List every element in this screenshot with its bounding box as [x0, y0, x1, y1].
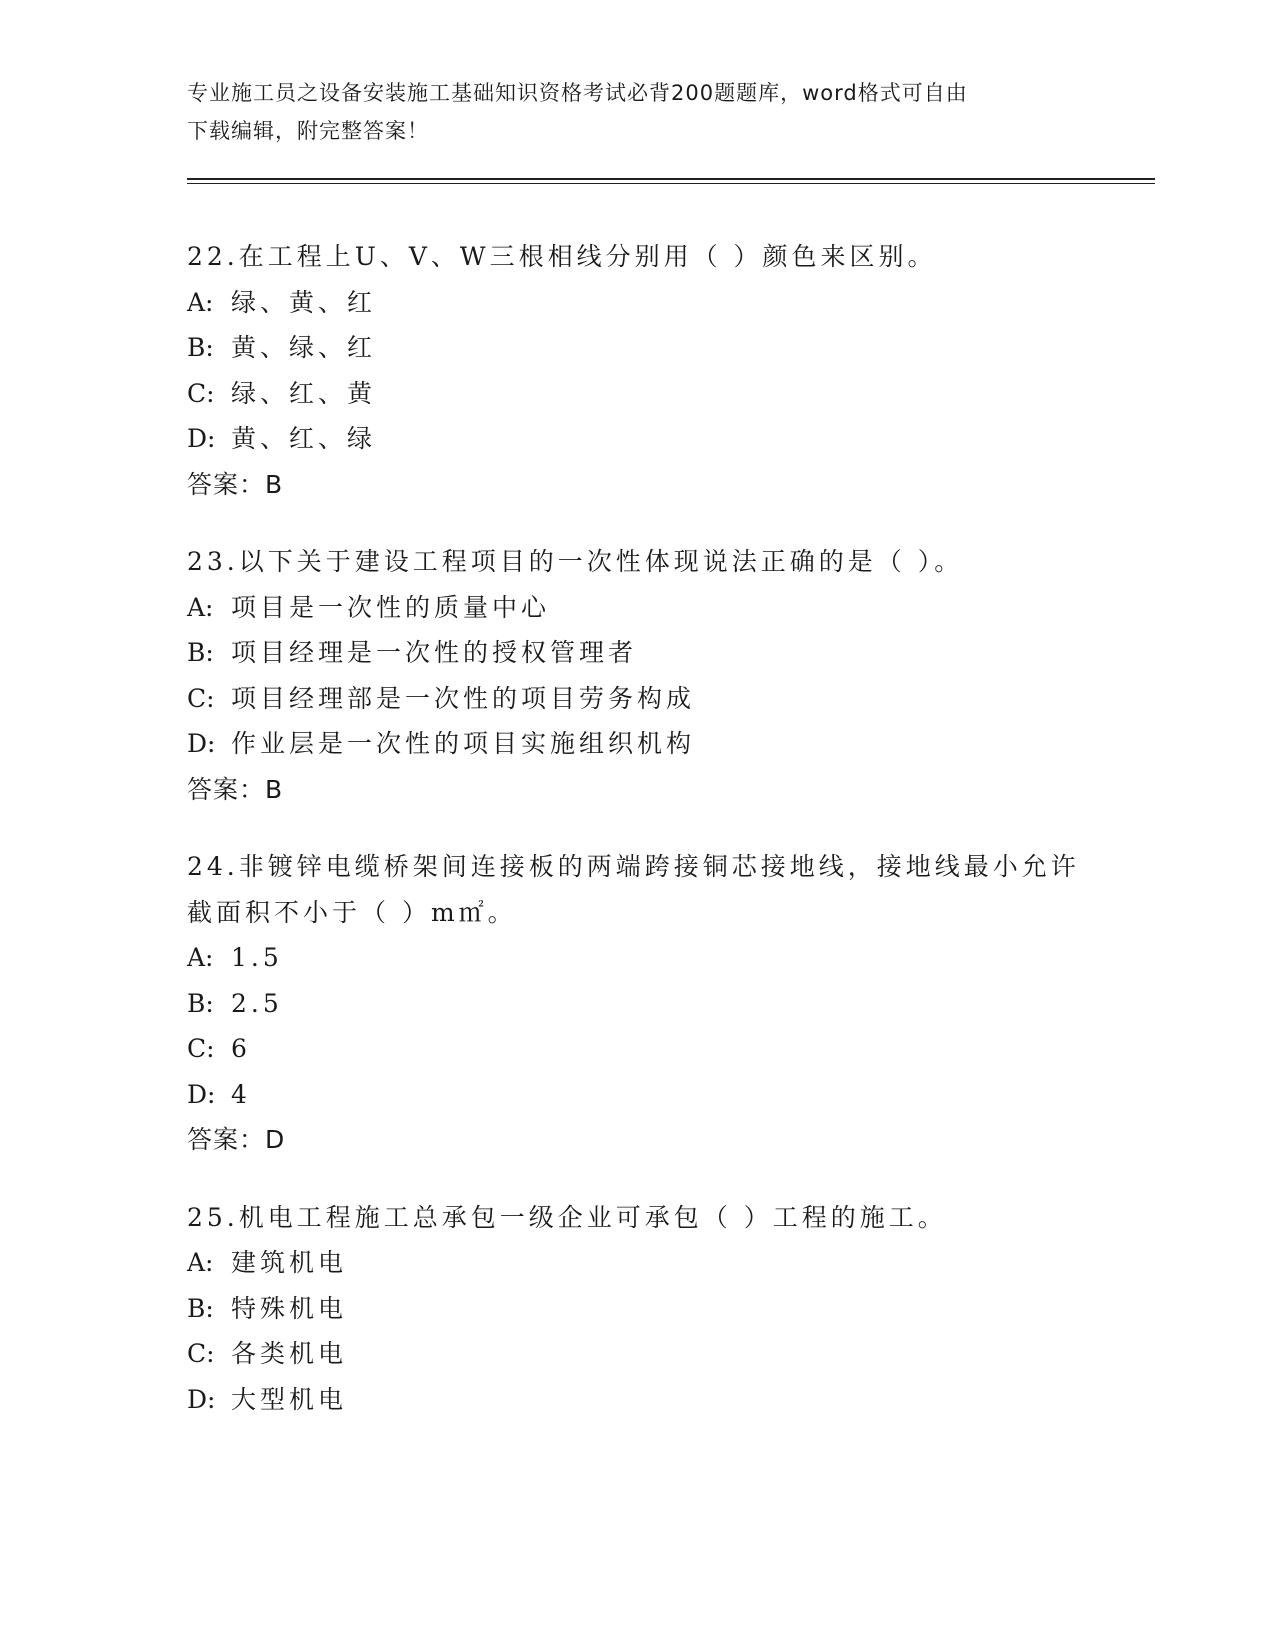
option-text: 各类机电 [231, 1339, 348, 1368]
header-divider-top [187, 178, 1155, 180]
option-d [187, 721, 1117, 767]
question-25 [187, 1195, 1117, 1423]
option-text: 建筑机电 [231, 1248, 348, 1277]
option-key: D: [187, 729, 216, 758]
question-stem: 22.在工程上U、V、W三根相线分别用（ ）颜色来区别。 [187, 242, 937, 271]
option-key: B: [187, 638, 214, 667]
header-divider-bottom [187, 183, 1155, 184]
option-text: 项目是一次性的质量中心 [231, 592, 551, 622]
option-text: 特殊机电 [231, 1293, 348, 1323]
option-key: B: [187, 333, 214, 362]
option-b [187, 630, 1117, 676]
option-text: 2.5 [231, 988, 283, 1018]
option-b [187, 981, 1117, 1027]
option-d [187, 1377, 1117, 1423]
option-text: 绿、红、黄 [231, 378, 377, 408]
option-d [187, 416, 1117, 462]
option-c [187, 676, 1117, 722]
option-text: 4 [231, 1079, 251, 1109]
option-key: A: [187, 592, 214, 622]
option-key: C: [187, 1339, 215, 1368]
question-23 [187, 539, 1117, 812]
option-key: D: [187, 1079, 216, 1109]
option-a [187, 585, 1117, 631]
header-line-2: 下载编辑，附完整答案！ [187, 119, 429, 143]
option-text: 6 [231, 1034, 251, 1063]
option-a [187, 1240, 1117, 1286]
option-a [187, 280, 1117, 326]
answer-line: 答案：B [187, 774, 284, 804]
option-key: A: [187, 943, 214, 972]
option-text: 绿、黄、红 [231, 287, 377, 317]
answer-line: 答案：B [187, 469, 284, 499]
option-key: A: [187, 1248, 214, 1277]
question-22 [187, 234, 1117, 507]
question-stem: 25.机电工程施工总承包一级企业可承包（ ）工程的施工。 [187, 1202, 947, 1232]
option-d [187, 1072, 1117, 1118]
option-key: A: [187, 287, 214, 317]
option-text: 黄、红、绿 [231, 424, 377, 453]
document-header [187, 74, 1087, 150]
option-text: 作业层是一次性的项目实施组织机构 [231, 729, 696, 758]
option-text: 大型机电 [231, 1384, 348, 1414]
option-key: C: [187, 1034, 215, 1063]
option-b [187, 325, 1117, 371]
question-list [187, 234, 1117, 1454]
option-text: 黄、绿、红 [231, 333, 377, 362]
question-stem: 24.非镀锌电缆桥架间连接板的两端跨接铜芯接地线，接地线最小允许 [187, 852, 1080, 881]
option-text: 项目经理是一次性的授权管理者 [231, 638, 638, 667]
option-c [187, 371, 1117, 417]
question-stem-continued: 截面积不小于（ ）m㎡。 [187, 897, 517, 927]
option-b [187, 1286, 1117, 1332]
option-c [187, 1331, 1117, 1377]
question-stem: 23.以下关于建设工程项目的一次性体现说法正确的是（ ）。 [187, 547, 964, 576]
option-a [187, 935, 1117, 981]
option-key: B: [187, 988, 214, 1018]
option-key: D: [187, 1384, 216, 1414]
option-text: 1.5 [231, 943, 283, 972]
option-text: 项目经理部是一次性的项目劳务构成 [231, 683, 696, 713]
option-key: B: [187, 1293, 214, 1323]
answer-line: 答案：D [187, 1125, 286, 1154]
question-24 [187, 844, 1117, 1163]
header-line-1: 专业施工员之设备安装施工基础知识资格考试必背200题题库，word格式可自由 [187, 81, 968, 105]
option-c [187, 1026, 1117, 1072]
option-key: D: [187, 424, 216, 453]
option-key: C: [187, 378, 215, 408]
option-key: C: [187, 683, 215, 713]
